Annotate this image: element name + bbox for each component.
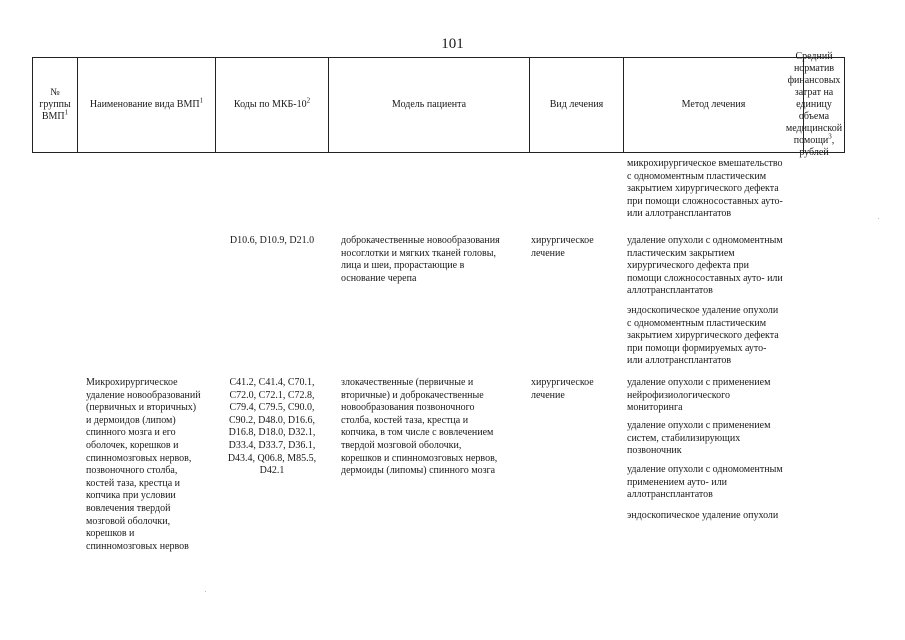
scan-speck <box>878 218 879 219</box>
icd-codes-cell: C41.2, C41.4, C70.1, C72.0, C72.1, C72.8, C79.4, C79.5, C90.0, C90.2, D48.0, D16.6, D16.8, D18.0, D32.1, D33.4, D33.7, D36.1, D43.4, Q06.8, M85.5, D42.1 <box>227 377 317 477</box>
header-vmp-name: Наименование вида ВМП$^1$ <box>89 96 204 110</box>
column-divider <box>844 58 845 152</box>
icd-codes-cell: D10.6, D10.9, D21.0 <box>229 235 315 246</box>
patient-model-cell: злокачественные (первичные и вторичные) и доброкачественные новообразования позвоночного столба, костей таза, крестца и копчика, в том числе с вовлечением твердой мозговой оболочки, корешков и спинномозговых нервов, дермоиды (липомы) спинного мозга <box>341 377 498 477</box>
header-group-number: № группы ВМП$^1$ <box>39 87 71 122</box>
method-item: удаление опухоли с применением систем, стабилизирующих позвоночник <box>627 420 771 457</box>
header-average-cost: Средний норматив финансовых затрат на единицу объема медицинской помощи$^3$, рублей <box>785 51 843 158</box>
method-item: эндоскопическое удаление опухоли <box>627 510 779 521</box>
header-patient-model: Модель пациента <box>391 99 467 110</box>
vmp-name-cell: Микрохирургическое удаление новообразований (первичных и вторичных) и дермоидов (липом) спинного мозга и его оболочек, корешков и спинномозговых нервов, позвоночного столба, костей таза, крестца и копчика при условии вовлечения твердой мозговой оболочки, корешков и спинномозговых нервов <box>86 377 201 552</box>
scan-speck <box>205 591 206 592</box>
treatment-type-cell: хирургическое лечение <box>531 377 594 401</box>
table-header <box>32 51 845 158</box>
header-treatment-method: Метод лечения <box>681 99 746 110</box>
method-item: удаление опухоли с одномоментным применением ауто- или аллотрансплантатов <box>627 464 783 501</box>
header-icd-codes: Коды по МКБ-$10^2$ <box>233 96 311 110</box>
page-number: 101 <box>441 36 464 52</box>
treatment-type-cell: хирургическое лечение <box>531 235 594 259</box>
header-treatment-type: Вид лечения <box>549 99 604 110</box>
method-item: микрохирургическое вмешательство с одномоментным пластическим закрытием хирургического дефекта при помощи сложносоставных ауто- или аллотрансплантатов <box>627 158 783 220</box>
method-item: удаление опухоли с одномоментным пластическим закрытием хирургического дефекта при помощи сложносоставных ауто- или аллотрансплантатов <box>627 235 783 297</box>
method-item: эндоскопическое удаление опухоли с одномоментным пластическим закрытием хирургического дефекта при помощи формируемых ауто- или аллотрансплантатов <box>627 305 779 367</box>
patient-model-cell: доброкачественные новообразования носоглотки и мягких тканей головы, лица и шеи, прорастающие в основание черепа <box>341 235 500 284</box>
method-item: удаление опухоли с применением нейрофизиологического мониторинга <box>627 377 771 414</box>
